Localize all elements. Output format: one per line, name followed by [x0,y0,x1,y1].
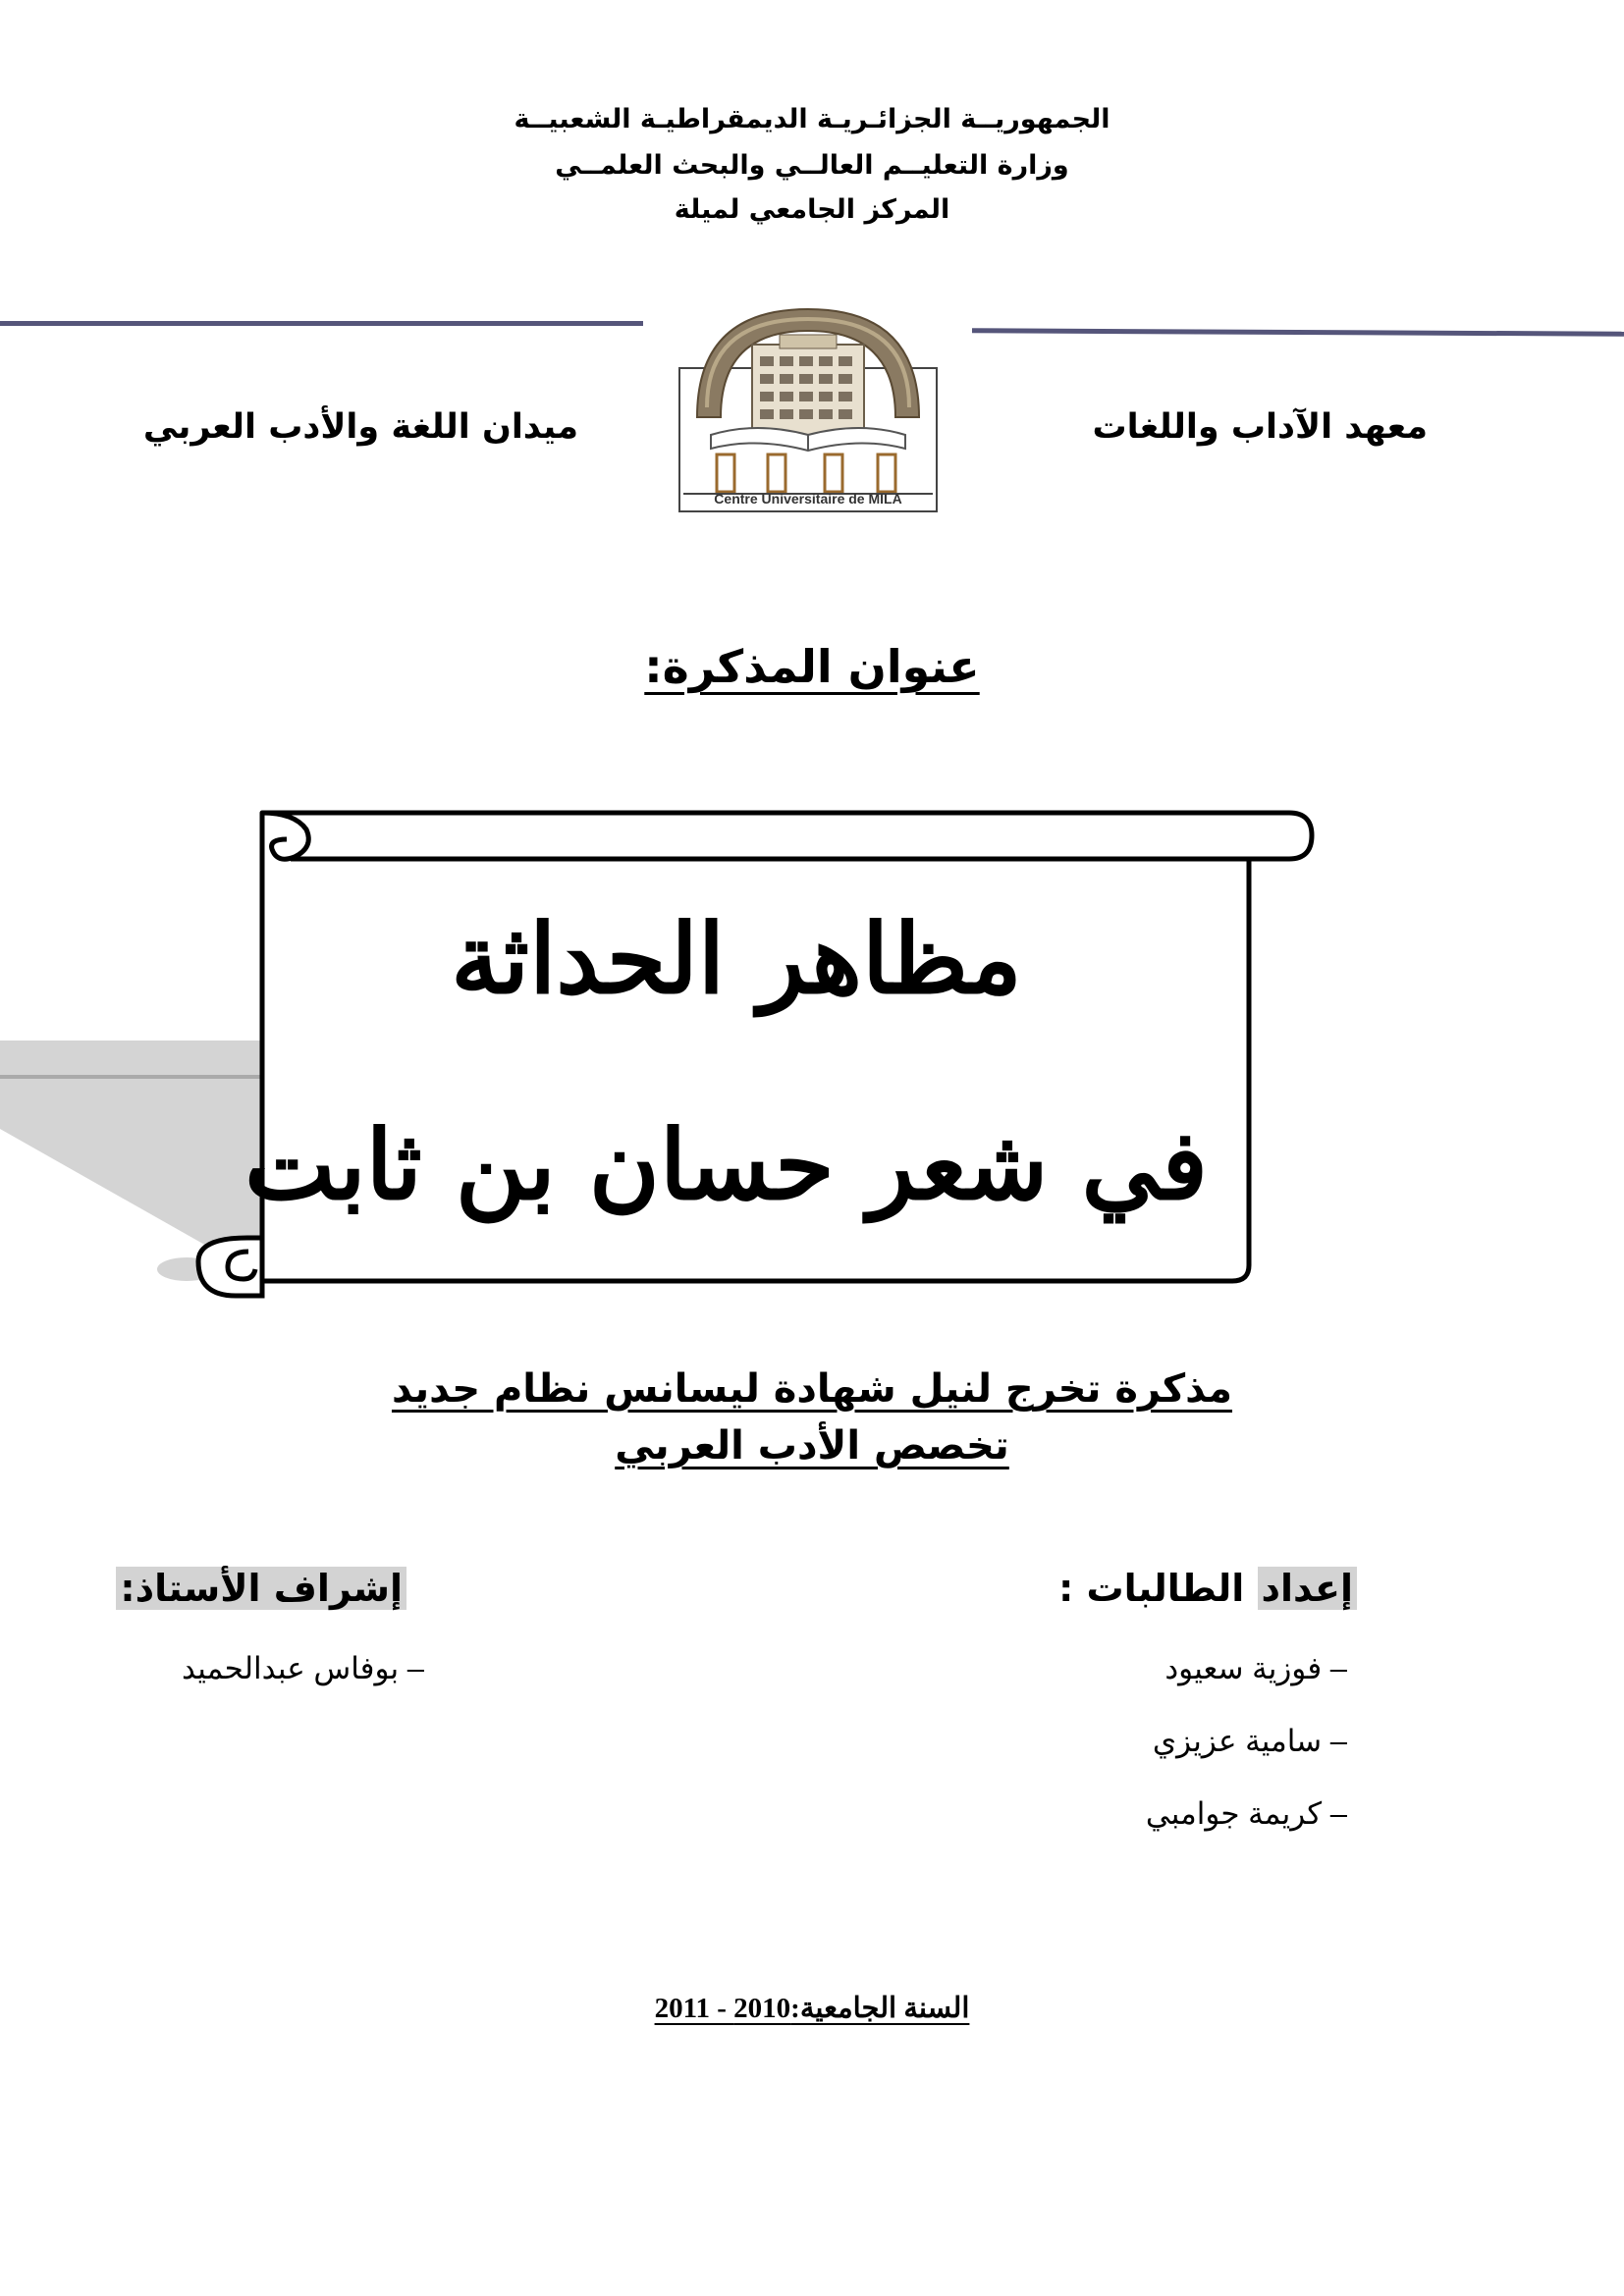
thesis-title-line2: في شعر حسان بن ثابت [244,1109,1208,1222]
student-name-1: – فوزية سعيود [1164,1651,1347,1685]
scroll-banner-icon [0,790,1624,1310]
logo-caption: Centre Universitaire de MILA [714,491,902,507]
supervisor-name: – بوفاس عبدالحميد [182,1651,424,1685]
title-scroll [0,790,1624,1310]
memo-title-label [0,640,1624,693]
degree-line1 [0,1366,1624,1412]
students-heading [1058,1567,1357,1610]
thesis-title-line1: مظاهر الحداثة [451,903,1022,1016]
degree-line2 [0,1423,1624,1468]
academic-year-text: السنة الجامعية:2010 - 2011 [654,1993,970,2024]
header-rule-right [972,328,1624,336]
academic-year [0,1991,1624,2025]
header-ministry: وزارة التعليــم العالــي والبحث العلمــي [555,150,1069,181]
students-heading-highlight: إعداد [1258,1567,1357,1610]
supervisor-heading-text: إشراف الأستاذ: [116,1567,406,1610]
institute-label: معهد الآداب واللغات [1092,407,1428,447]
field-label: ميدان اللغة والأدب العربي [142,407,578,447]
university-building-logo-icon [677,299,939,513]
header-rule-left [0,321,643,326]
students-heading-rest: الطالبات : [1058,1567,1258,1610]
student-name-3: – كريمة جوامبي [1145,1796,1347,1831]
header-republic: الجمهوريــة الجزائـريـة الديمقراطيـة الشعبيــة [514,104,1110,134]
student-name-2: – سامية عزيزي [1152,1724,1347,1758]
degree-line1-text: مذكرة تخرج لنيل شهادة ليسانس نظام جديد [391,1366,1233,1412]
university-logo [677,299,939,513]
memo-title-label-text: عنوان المذكرة: [644,640,980,693]
header-center: المركز الجامعي لميلة [674,194,950,225]
supervisor-heading [116,1567,406,1610]
degree-line2-text: تخصص الأدب العربي [615,1423,1009,1468]
